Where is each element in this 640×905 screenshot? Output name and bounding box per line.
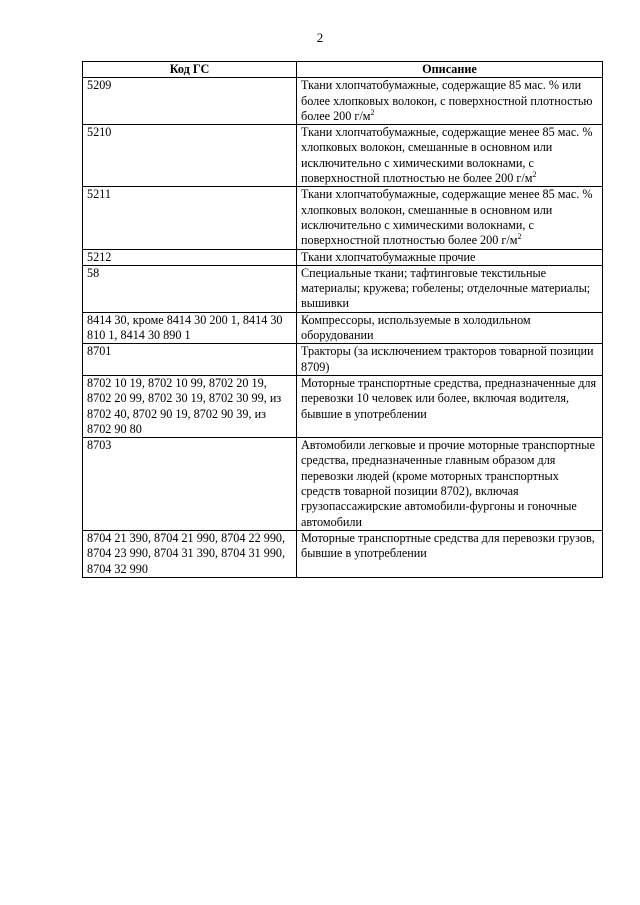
cell-code: 58: [83, 265, 297, 312]
cell-description: [297, 265, 603, 312]
table-row: [83, 438, 603, 531]
cell-description: [297, 344, 603, 376]
description-text: Компрессоры, используемые в холодильном оборудовании: [301, 312, 531, 343]
cell-description: [297, 375, 603, 437]
cell-description: [297, 249, 603, 265]
cell-code: 8703: [83, 438, 297, 531]
superscript: 2: [370, 107, 375, 117]
header-description: Описание: [297, 62, 603, 78]
cell-description: [297, 530, 603, 577]
cell-code: 8414 30, кроме 8414 30 200 1, 8414 30 810 1, 8414 30 890 1: [83, 312, 297, 344]
description-text: Ткани хлопчатобумажные, содержащие менее 85 мас. % хлопковых волокон, смешанные в основном или исключительно с химическими волокнами, с поверхностной плотностью более 200 г/м: [301, 187, 593, 248]
description-text: Моторные транспортные средства для перевозки грузов, бывшие в употреблении: [301, 530, 595, 561]
table-row: [83, 125, 603, 187]
description-text: Ткани хлопчатобумажные прочие: [301, 249, 476, 264]
cell-description: [297, 78, 603, 125]
cell-description: [297, 438, 603, 531]
description-text: Ткани хлопчатобумажные, содержащие менее 85 мас. % хлопковых волокон, смешанные в основном или исключительно с химическими волокнами, с поверхностной плотностью не более 200 г/м: [301, 125, 593, 186]
description-text: Специальные ткани; тафтинговые текстильные материалы; кружева; гобелены; отделочные материалы; вышивки: [301, 265, 591, 311]
table-header-row: [83, 62, 603, 78]
table-row: [83, 312, 603, 344]
table-row: [83, 344, 603, 376]
cell-code: 5209: [83, 78, 297, 125]
superscript: 2: [532, 170, 537, 180]
cell-description: [297, 312, 603, 344]
superscript: 2: [517, 232, 522, 242]
table-row: [83, 265, 603, 312]
cell-description: [297, 187, 603, 249]
cell-code: 8704 21 390, 8704 21 990, 8704 22 990, 8704 23 990, 8704 31 390, 8704 31 990, 8704 32 990: [83, 530, 297, 577]
table-row: [83, 78, 603, 125]
description-text: Автомобили легковые и прочие моторные транспортные средства, предназначенные главным образом для перевозки людей (кроме моторных транспортных средств товарной позиции 8702), включая грузопассажирские автомобили-фургоны и гоночные автомобили: [301, 438, 595, 529]
table-row: [83, 187, 603, 249]
cell-code: 5212: [83, 249, 297, 265]
cell-code: 5211: [83, 187, 297, 249]
cell-description: [297, 125, 603, 187]
table-body: [83, 78, 603, 578]
page-number: 2: [316, 30, 324, 45]
cell-code: 8701: [83, 344, 297, 376]
table-row: [83, 375, 603, 437]
table-row: [83, 249, 603, 265]
description-text: Моторные транспортные средства, предназначенные для перевозки 10 человек или более, включая водителя, бывшие в употреблении: [301, 375, 597, 421]
description-text: Ткани хлопчатобумажные, содержащие 85 мас. % или более хлопковых волокон, с поверхностной плотностью более 200 г/м: [301, 78, 593, 123]
hs-codes-table: [82, 61, 603, 578]
table-row: [83, 530, 603, 577]
cell-code: 8702 10 19, 8702 10 99, 8702 20 19, 8702 20 99, 8702 30 19, 8702 30 99, из 8702 40, 8702 90 19, 8702 90 39, из 8702 90 80: [83, 375, 297, 437]
description-text: Тракторы (за исключением тракторов товарной позиции 8709): [301, 344, 594, 374]
cell-code: 5210: [83, 125, 297, 187]
header-code: Код ГС: [83, 62, 297, 78]
